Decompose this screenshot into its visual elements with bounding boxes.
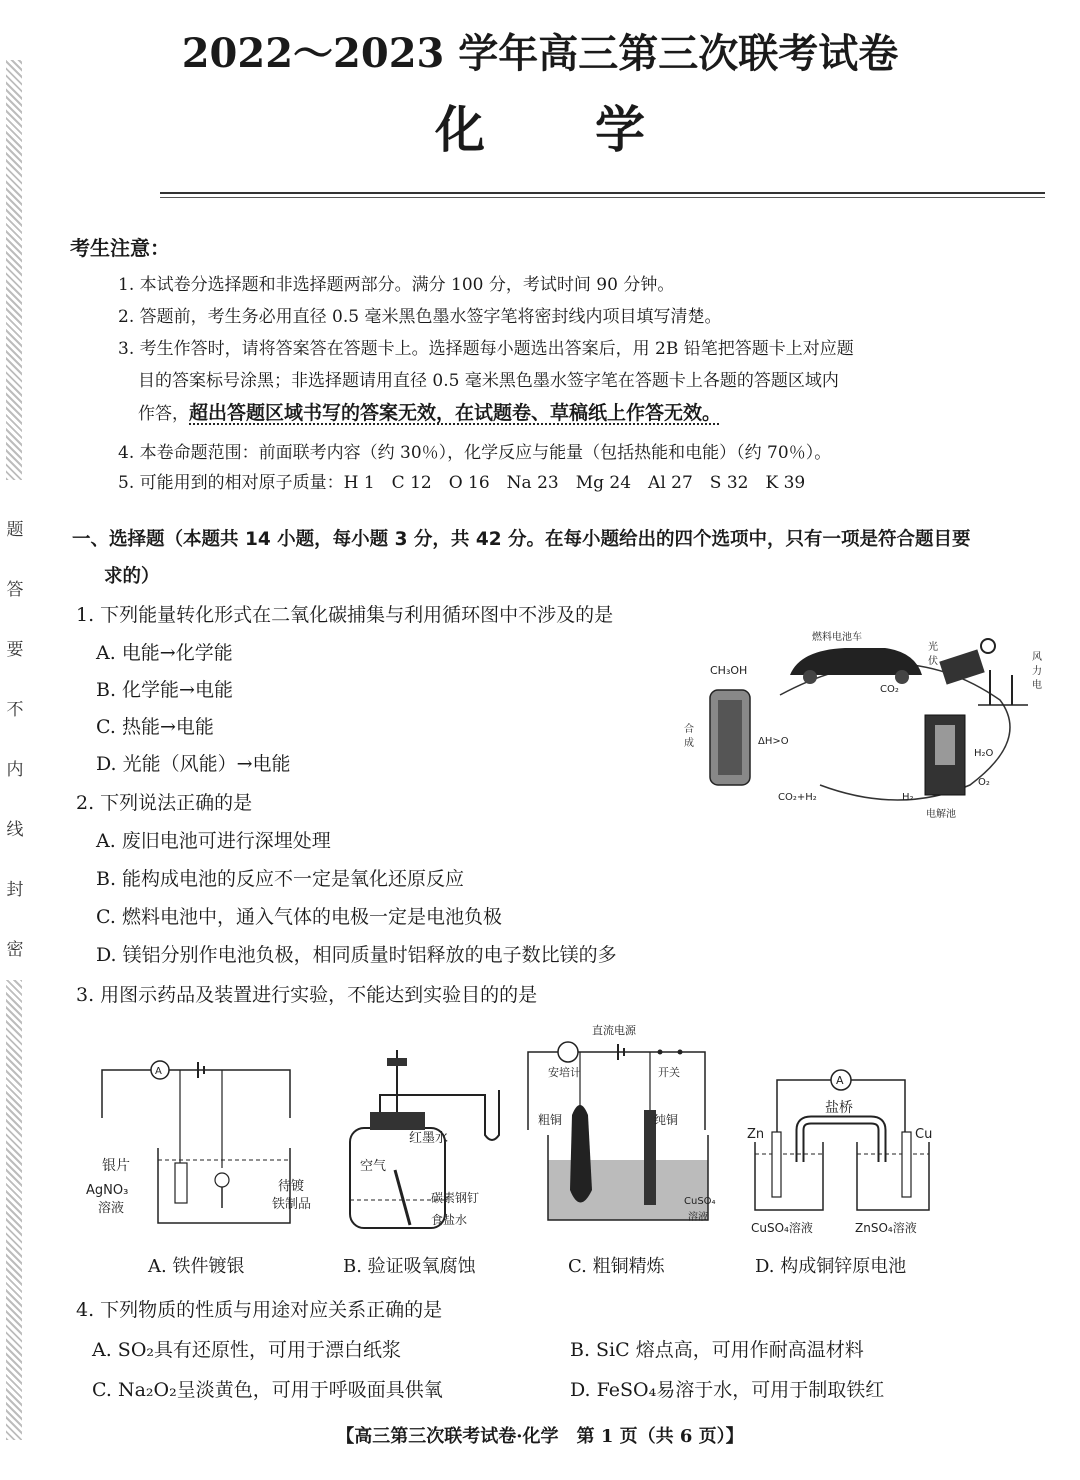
question-2-option-c: C. 燃料电池中，通入气体的电极一定是电池负极 [96, 906, 502, 928]
question-4-option-a: A. SO₂具有还原性，可用于漂白纸浆 [92, 1339, 402, 1361]
solution-label: 溶液 [98, 1201, 125, 1216]
air-label: 空气 [360, 1159, 387, 1174]
binding-char: 题 [6, 520, 24, 540]
co2-h2-label: CO₂+H₂ [778, 792, 817, 803]
figure-c-copper-refining [520, 1020, 735, 1235]
zinc-label: Zn [747, 1127, 765, 1142]
co2-label: CO₂ [880, 684, 899, 695]
figure-d-caption: D. 构成铜锌原电池 [755, 1256, 907, 1277]
binding-char: 线 [6, 820, 24, 840]
binding-char: 答 [6, 580, 24, 600]
page-footer: 【高三第三次联考试卷·化学 第 1 页（共 6 页）】 [336, 1426, 744, 1447]
pure-copper-label: 纯铜 [654, 1113, 679, 1127]
notice-item: 3. 考生作答时，请将答案答在答题卡上。选择题每小题选出答案后，用 2B 铅笔把答题卡上对应题 [118, 339, 854, 359]
question-4-option-c: C. Na₂O₂呈淡黄色，可用于呼吸面具供氧 [92, 1379, 443, 1401]
question-1-option-a: A. 电能→化学能 [96, 642, 233, 664]
notice-item: 4. 本卷命题范围：前面联考内容（约 30％），化学反应与能量（包括热能和电能）（约 70％）。 [118, 443, 832, 463]
iron-object-icon [215, 1173, 229, 1187]
oxygen-label: O₂ [978, 777, 990, 788]
copper-electrode-icon [902, 1132, 911, 1197]
ammeter-label: A [836, 1074, 844, 1087]
question-2-option-a: A. 废旧电池可进行深埋处理 [96, 830, 331, 852]
nail-label: 碳素钢钉 [431, 1191, 480, 1205]
zinc-electrode-icon [772, 1132, 781, 1197]
plated-label-2: 铁制品 [272, 1197, 312, 1212]
notice-item: 1. 本试卷分选择题和非选择题两部分。满分 100 分，考试时间 90 分钟。 [118, 275, 675, 295]
wind-label-2: 力 [1032, 666, 1042, 677]
left-beaker-icon [755, 1142, 823, 1210]
figure-a-silver-plating [80, 1058, 320, 1233]
notice-heading: 考生注意： [70, 236, 170, 260]
figure-a-caption: A. 铁件镀银 [148, 1256, 245, 1277]
solution-label: 溶液 [688, 1212, 708, 1223]
figure-b-oxygen-corrosion [325, 1040, 525, 1235]
brine-label: 食盐水 [431, 1213, 468, 1227]
section-heading: 一、选择题（本题共 14 小题，每小题 3 分，共 42 分。在每小题给出的四个选项中，只有一项是符合题目要 [72, 529, 971, 550]
notice-item: 2. 答题前，考生务必用直径 0.5 毫米黑色墨水签字笔将密封线内项目填写清楚。 [118, 307, 722, 327]
sun-icon [981, 639, 995, 653]
silver-electrode-icon [175, 1163, 187, 1203]
ammeter-icon [558, 1042, 578, 1062]
binding-char: 要 [6, 640, 24, 660]
agno3-label: AgNO₃ [86, 1183, 129, 1198]
solar-panel-icon [939, 649, 984, 684]
notice-item-continued: 目的答案标号涂黑；非选择题请用直径 0.5 毫米黑色墨水签字笔在答题卡上各题的答题区域内 [138, 371, 839, 391]
ammeter-label: A [155, 1066, 162, 1077]
salt-bridge-label: 盐桥 [825, 1100, 853, 1116]
co2-cycle-diagram [670, 620, 1060, 835]
right-beaker-icon [857, 1142, 929, 1210]
crude-copper-label: 粗铜 [538, 1113, 563, 1127]
wind-label-3: 电 [1032, 680, 1042, 691]
question-1-stem: 1. 下列能量转化形式在二氧化碳捕集与利用循环图中不涉及的是 [76, 604, 614, 626]
delta-h-label: ΔH>O [758, 736, 789, 747]
switch-label: 开关 [658, 1066, 680, 1079]
ammeter-label: 安培计 [548, 1066, 581, 1079]
stopper-icon [370, 1112, 425, 1130]
question-1-option-b: B. 化学能→电能 [96, 679, 233, 701]
notice-item-continued: 作答，超出答题区域书写的答案无效，在试题卷、草稿纸上作答无效。 [138, 402, 722, 424]
figure-d-zinc-copper-cell [745, 1062, 945, 1237]
salt-bridge-icon [800, 1120, 882, 1162]
ink-label: 红墨水 [409, 1131, 449, 1146]
header-rule [160, 192, 1045, 194]
clamp-icon [387, 1058, 407, 1066]
figure-b-caption: B. 验证吸氧腐蚀 [343, 1256, 476, 1277]
pv-label-1: 光 [928, 642, 938, 653]
binding-margin [0, 60, 30, 1440]
question-2-option-b: B. 能构成电池的反应不一定是氧化还原反应 [96, 868, 465, 890]
cuso4-label: CuSO₄ [684, 1196, 716, 1207]
question-2-option-d: D. 镁铝分别作电池负极，相同质量时铝释放的电子数比镁的多 [96, 944, 617, 966]
plated-label-1: 待镀 [278, 1179, 305, 1194]
binding-char: 密 [6, 940, 24, 960]
silver-label: 银片 [102, 1158, 130, 1174]
wind-label-1: 风 [1032, 652, 1042, 663]
question-1-option-c: C. 热能→电能 [96, 716, 214, 738]
question-2-stem: 2. 下列说法正确的是 [76, 792, 253, 814]
header-rule-thin [160, 197, 1045, 198]
notice-item: 5. 可能用到的相对原子质量：H 1 C 12 O 16 Na 23 Mg 24 Al 27 S 32 K 39 [118, 473, 806, 493]
dc-source-label: 直流电源 [592, 1024, 636, 1037]
copper-label: Cu [915, 1127, 933, 1142]
crude-copper-electrode-icon [570, 1105, 592, 1203]
binding-char: 内 [6, 760, 24, 780]
question-4-option-b: B. SiC 熔点高，可用作耐高温材料 [570, 1339, 864, 1361]
synthesis-label-2: 成 [684, 738, 694, 749]
hydrogen-label: H₂ [902, 792, 914, 803]
figure-c-caption: C. 粗铜精炼 [568, 1256, 665, 1277]
notice-emphasis: 超出答题区域书写的答案无效，在试题卷、草稿纸上作答无效。 [189, 402, 722, 424]
znso4-label: ZnSO₄溶液 [855, 1221, 917, 1235]
methanol-label: CH₃OH [710, 664, 748, 677]
section-heading-continued: 求的） [104, 566, 160, 587]
synthesis-label-1: 合 [684, 724, 694, 735]
water-label: H₂O [974, 748, 994, 759]
electrolyzer-label: 电解池 [926, 809, 956, 820]
question-4-option-d: D. FeSO₄易溶于水，可用于制取铁红 [570, 1379, 885, 1401]
subject-title: 化 学 [435, 100, 645, 159]
question-1-option-d: D. 光能（风能）→电能 [96, 753, 291, 775]
question-3-stem: 3. 用图示药品及装置进行实验，不能达到实验目的的是 [76, 984, 538, 1006]
cuso4-label: CuSO₄溶液 [751, 1221, 813, 1235]
binding-pattern-bottom [6, 980, 22, 1440]
pv-label-2: 伏 [928, 656, 938, 667]
switch-icon [658, 1050, 663, 1055]
question-4-stem: 4. 下列物质的性质与用途对应关系正确的是 [76, 1299, 443, 1321]
binding-char: 不 [6, 700, 24, 720]
exam-title: 2022～2023 学年高三第三次联考试卷 [181, 30, 899, 77]
fuel-cell-car-label: 燃料电池车 [812, 632, 862, 643]
binding-char: 封 [6, 880, 24, 900]
